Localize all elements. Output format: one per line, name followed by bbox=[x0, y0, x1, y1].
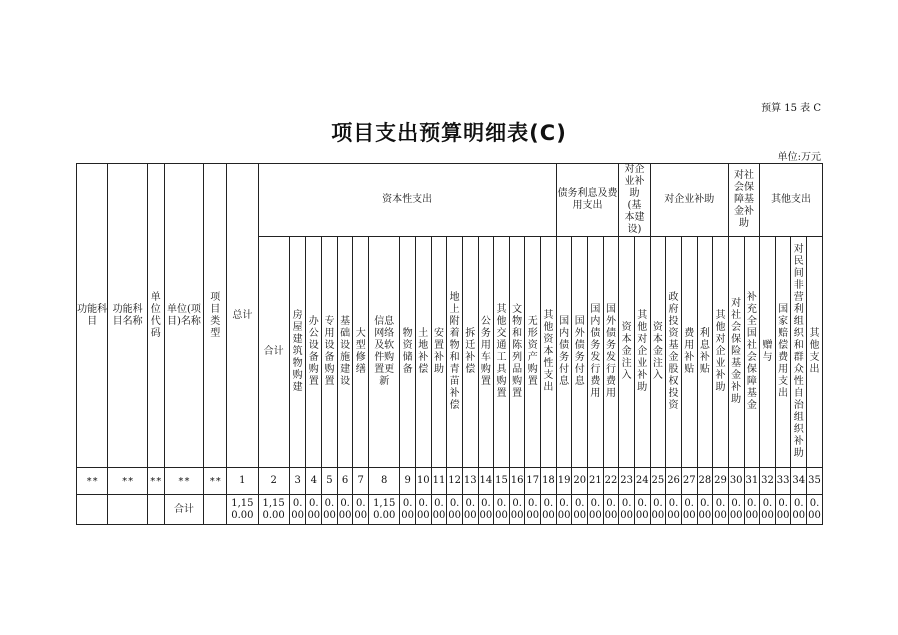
index-number bbox=[289, 468, 306, 495]
index-number-text: 9 bbox=[404, 475, 411, 486]
index-number-text: 3 bbox=[294, 475, 301, 486]
total-value bbox=[791, 495, 807, 525]
column-header bbox=[494, 237, 510, 468]
header-grand-total-text: 总计 bbox=[232, 309, 253, 321]
column-header bbox=[666, 237, 682, 468]
column-header-text: 赠与 bbox=[762, 340, 773, 363]
column-header-text: 专用设备购置 bbox=[324, 316, 335, 387]
column-header-text: 合计 bbox=[263, 346, 284, 357]
index-number bbox=[541, 468, 557, 495]
total-value-text: 0.00 bbox=[698, 497, 712, 521]
index-number bbox=[369, 468, 400, 495]
index-star bbox=[164, 468, 204, 495]
column-header bbox=[634, 237, 650, 468]
total-value-text: 0.00 bbox=[542, 497, 555, 521]
index-row bbox=[77, 468, 823, 495]
column-header bbox=[415, 237, 431, 468]
column-header-text: 其他对企业补助 bbox=[715, 310, 726, 393]
total-label-text: 合计 bbox=[173, 503, 194, 515]
index-number-text: 5 bbox=[326, 475, 333, 486]
column-header bbox=[400, 237, 416, 468]
total-value-text: 0.00 bbox=[338, 497, 352, 521]
index-number bbox=[494, 468, 510, 495]
unit-label: 单位:万元 bbox=[777, 152, 821, 163]
index-number bbox=[353, 468, 369, 495]
total-value-text: 0.00 bbox=[510, 497, 524, 521]
column-header-text: 国外债务发行费用 bbox=[605, 304, 616, 399]
column-header bbox=[775, 237, 791, 468]
index-number-text: 17 bbox=[526, 475, 540, 486]
total-value bbox=[619, 495, 635, 525]
index-number bbox=[447, 468, 463, 495]
total-value-text: 0.00 bbox=[776, 497, 790, 521]
column-header-text: 补充全国社会保障基金 bbox=[746, 292, 757, 411]
column-header-text: 国家赔偿费用支出 bbox=[778, 304, 789, 399]
index-number bbox=[728, 468, 744, 495]
total-value bbox=[681, 495, 697, 525]
column-header-text: 资本金注入 bbox=[652, 322, 663, 381]
budget-table bbox=[76, 163, 823, 525]
total-value bbox=[447, 495, 463, 525]
index-number bbox=[807, 468, 823, 495]
index-number bbox=[572, 468, 588, 495]
total-value-text: 0.00 bbox=[291, 497, 304, 521]
group-enterprise-subsidy-text: 对企业补助 bbox=[664, 194, 715, 205]
column-header-text: 政府投资基金股权投资 bbox=[668, 292, 679, 411]
total-value-text: 0.00 bbox=[604, 497, 618, 521]
column-header bbox=[306, 237, 322, 468]
total-value bbox=[697, 495, 713, 525]
index-star-text: ** bbox=[209, 475, 222, 487]
index-number bbox=[791, 468, 807, 495]
total-value-text: 0.00 bbox=[588, 497, 602, 521]
index-number-text: 13 bbox=[463, 475, 477, 486]
index-star bbox=[204, 468, 227, 495]
total-row bbox=[77, 495, 823, 525]
group-other bbox=[760, 164, 823, 237]
total-value-text: 0.00 bbox=[401, 497, 415, 521]
column-header-text: 利息补贴 bbox=[699, 328, 710, 375]
total-value bbox=[478, 495, 494, 525]
group-social-security-text: 对社会保障基金补助 bbox=[734, 170, 754, 229]
total-value-text: 0.00 bbox=[761, 497, 774, 521]
total-value-text: 0.00 bbox=[620, 497, 633, 521]
total-value-text: 0.00 bbox=[667, 497, 680, 521]
total-value bbox=[572, 495, 588, 525]
header-function-subject-text: 功能科目 bbox=[77, 303, 108, 327]
column-header bbox=[619, 237, 635, 468]
total-value-text: 0.00 bbox=[432, 497, 446, 521]
total-value bbox=[400, 495, 416, 525]
total-grand bbox=[227, 495, 258, 525]
column-header bbox=[337, 237, 353, 468]
column-header bbox=[509, 237, 525, 468]
index-number-text: 35 bbox=[808, 475, 821, 486]
index-number-text: 14 bbox=[479, 475, 493, 486]
index-number bbox=[697, 468, 713, 495]
header-function-subject-name-text: 功能科目名称 bbox=[112, 303, 143, 327]
column-header bbox=[807, 237, 823, 468]
group-debt-text: 债务利息及费用支出 bbox=[557, 188, 618, 211]
total-value bbox=[603, 495, 619, 525]
group-other-text: 其他支出 bbox=[771, 194, 812, 205]
column-header-text: 其他支出 bbox=[809, 328, 820, 375]
column-header-text: 大型修缮 bbox=[355, 328, 366, 375]
column-header-text: 国内债务发行费用 bbox=[590, 304, 601, 399]
index-number bbox=[227, 468, 258, 495]
total-empty bbox=[147, 495, 164, 525]
header-project-type bbox=[204, 164, 227, 468]
column-header-text: 对民间非营利组织和群众性自治组织补助 bbox=[793, 244, 804, 459]
index-star bbox=[108, 468, 148, 495]
column-header bbox=[289, 237, 306, 468]
column-header-text: 对社会保险基金补助 bbox=[731, 298, 742, 405]
index-star-text: ** bbox=[86, 475, 99, 487]
column-header bbox=[728, 237, 744, 468]
column-header bbox=[588, 237, 604, 468]
column-header bbox=[791, 237, 807, 468]
column-header bbox=[322, 237, 338, 468]
index-number-text: 11 bbox=[432, 475, 446, 486]
header-grand-total bbox=[227, 164, 258, 468]
total-value bbox=[650, 495, 666, 525]
header-function-subject bbox=[77, 164, 108, 468]
index-number-text: 16 bbox=[510, 475, 524, 486]
total-value-text: 0.00 bbox=[682, 497, 696, 521]
group-social-security bbox=[728, 164, 759, 237]
column-header bbox=[369, 237, 400, 468]
page-title: 项目支出预算明细表(C) bbox=[331, 121, 567, 145]
index-number-text: 33 bbox=[776, 475, 790, 486]
total-value bbox=[306, 495, 322, 525]
column-header bbox=[447, 237, 463, 468]
index-star-text: ** bbox=[121, 475, 134, 487]
column-header-text: 拆迁补偿 bbox=[465, 328, 476, 375]
total-value-text: 0.00 bbox=[557, 497, 571, 521]
total-value-text: 1,150.00 bbox=[262, 497, 285, 521]
column-header-text: 公务用车购置 bbox=[480, 316, 491, 387]
index-number bbox=[760, 468, 776, 495]
form-code: 预算 15 表 C bbox=[761, 103, 821, 114]
column-header bbox=[650, 237, 666, 468]
total-value bbox=[728, 495, 744, 525]
index-number bbox=[337, 468, 353, 495]
total-value bbox=[369, 495, 400, 525]
column-header-text: 土地补偿 bbox=[418, 328, 429, 375]
index-number bbox=[400, 468, 416, 495]
index-number bbox=[603, 468, 619, 495]
index-number bbox=[431, 468, 447, 495]
total-label bbox=[164, 495, 204, 525]
index-number bbox=[509, 468, 525, 495]
total-value-text: 1,150.00 bbox=[373, 497, 396, 521]
column-header bbox=[713, 237, 729, 468]
total-value-text: 0.00 bbox=[729, 497, 743, 521]
index-number bbox=[634, 468, 650, 495]
total-value bbox=[541, 495, 557, 525]
column-header-text: 办公设备购置 bbox=[308, 316, 319, 387]
total-value-text: 0.00 bbox=[479, 497, 493, 521]
total-value bbox=[588, 495, 604, 525]
index-number-text: 34 bbox=[792, 475, 806, 486]
index-star bbox=[147, 468, 164, 495]
index-number-text: 21 bbox=[588, 475, 602, 486]
index-number-text: 12 bbox=[448, 475, 461, 486]
column-header-text: 国外债务付息 bbox=[574, 316, 585, 387]
index-number bbox=[258, 468, 289, 495]
total-grand-text: 1,150.00 bbox=[231, 497, 254, 521]
index-number bbox=[322, 468, 338, 495]
column-header bbox=[556, 237, 572, 468]
column-header bbox=[697, 237, 713, 468]
total-value bbox=[525, 495, 541, 525]
total-value bbox=[431, 495, 447, 525]
total-value-text: 0.00 bbox=[463, 497, 477, 521]
index-number bbox=[650, 468, 666, 495]
header-unit-project-name bbox=[164, 164, 204, 468]
total-value bbox=[258, 495, 289, 525]
index-number-text: 26 bbox=[667, 475, 680, 486]
total-value-text: 0.00 bbox=[651, 497, 665, 521]
index-number-text: 2 bbox=[270, 475, 277, 486]
group-capital-text: 资本性支出 bbox=[382, 194, 433, 205]
total-value bbox=[744, 495, 760, 525]
total-value-text: 0.00 bbox=[323, 497, 336, 521]
index-number-text: 25 bbox=[651, 475, 665, 486]
column-header-text: 房屋建筑物购建 bbox=[292, 310, 303, 393]
index-number bbox=[681, 468, 697, 495]
index-number bbox=[588, 468, 604, 495]
column-header bbox=[525, 237, 541, 468]
total-value bbox=[289, 495, 306, 525]
column-header bbox=[603, 237, 619, 468]
index-number bbox=[462, 468, 478, 495]
total-value bbox=[509, 495, 525, 525]
column-header-text: 文物和陈列品购置 bbox=[512, 304, 523, 399]
column-header bbox=[431, 237, 447, 468]
total-value bbox=[760, 495, 776, 525]
index-number-text: 22 bbox=[604, 475, 618, 486]
total-value bbox=[322, 495, 338, 525]
group-enterprise-subsidy bbox=[650, 164, 728, 237]
total-empty bbox=[108, 495, 148, 525]
column-header-text: 其他资本性支出 bbox=[543, 310, 554, 393]
column-header-text: 信息网络及软件购置更新 bbox=[374, 316, 395, 387]
column-header-text: 其他交通工具购置 bbox=[496, 304, 507, 399]
total-value bbox=[337, 495, 353, 525]
index-number-text: 20 bbox=[573, 475, 587, 486]
index-number-text: 18 bbox=[542, 475, 555, 486]
total-value bbox=[415, 495, 431, 525]
index-star bbox=[77, 468, 108, 495]
total-value-text: 0.00 bbox=[745, 497, 759, 521]
index-number bbox=[619, 468, 635, 495]
index-number-text: 1 bbox=[239, 475, 246, 486]
index-star-text: ** bbox=[177, 475, 190, 487]
index-number-text: 31 bbox=[745, 475, 759, 486]
total-value bbox=[353, 495, 369, 525]
index-number-text: 29 bbox=[714, 475, 727, 486]
index-number bbox=[713, 468, 729, 495]
total-value-text: 0.00 bbox=[808, 497, 821, 521]
index-number-text: 28 bbox=[698, 475, 712, 486]
total-value-text: 0.00 bbox=[714, 497, 727, 521]
total-value-text: 0.00 bbox=[495, 497, 508, 521]
column-header-text: 国内债务付息 bbox=[559, 316, 570, 387]
index-number-text: 30 bbox=[729, 475, 743, 486]
column-header-text: 费用补贴 bbox=[684, 328, 695, 375]
index-number-text: 6 bbox=[341, 475, 349, 486]
total-value bbox=[556, 495, 572, 525]
index-number bbox=[775, 468, 791, 495]
index-number-text: 10 bbox=[416, 475, 430, 486]
total-value bbox=[713, 495, 729, 525]
total-empty bbox=[77, 495, 108, 525]
header-function-subject-name bbox=[108, 164, 148, 468]
index-number-text: 19 bbox=[557, 475, 571, 486]
index-number bbox=[415, 468, 431, 495]
index-number bbox=[666, 468, 682, 495]
header-unit-code-text: 单位代码 bbox=[150, 291, 161, 339]
header-row-groups bbox=[77, 164, 823, 237]
index-number-text: 27 bbox=[682, 475, 696, 486]
index-number bbox=[556, 468, 572, 495]
column-header bbox=[572, 237, 588, 468]
total-value-text: 0.00 bbox=[635, 497, 649, 521]
index-number bbox=[478, 468, 494, 495]
header-unit-project-name-text: 单位(项目)名称 bbox=[166, 303, 201, 327]
index-number bbox=[744, 468, 760, 495]
total-value-text: 0.00 bbox=[448, 497, 461, 521]
total-empty bbox=[204, 495, 227, 525]
header-unit-code bbox=[147, 164, 164, 468]
group-enterprise-capital bbox=[619, 164, 650, 237]
column-header bbox=[760, 237, 776, 468]
total-value bbox=[494, 495, 510, 525]
column-header-text: 基础设施建设 bbox=[340, 316, 351, 387]
total-value bbox=[666, 495, 682, 525]
total-value-text: 0.00 bbox=[354, 497, 368, 521]
column-header-text: 其他对企业补助 bbox=[637, 310, 648, 393]
column-header-text: 无形资产购置 bbox=[527, 316, 538, 387]
column-header bbox=[478, 237, 494, 468]
index-number-text: 24 bbox=[635, 475, 649, 486]
index-number bbox=[306, 468, 322, 495]
column-header bbox=[681, 237, 697, 468]
total-value bbox=[775, 495, 791, 525]
column-header-text: 安置补助 bbox=[433, 328, 444, 375]
total-value-text: 0.00 bbox=[307, 497, 321, 521]
group-enterprise-capital-text: 对企业补助(基本建设) bbox=[624, 164, 645, 235]
column-header bbox=[744, 237, 760, 468]
column-header-text: 资本金注入 bbox=[621, 322, 632, 381]
index-star-text: ** bbox=[149, 475, 162, 487]
group-debt bbox=[556, 164, 619, 237]
column-header-text: 物资储备 bbox=[402, 328, 413, 375]
index-number-text: 7 bbox=[357, 475, 364, 486]
total-value-text: 0.00 bbox=[526, 497, 540, 521]
index-number-text: 8 bbox=[381, 475, 388, 486]
index-number-text: 23 bbox=[620, 475, 633, 486]
total-value bbox=[634, 495, 650, 525]
group-capital bbox=[258, 164, 556, 237]
index-number-text: 15 bbox=[495, 475, 508, 486]
total-value-text: 0.00 bbox=[573, 497, 587, 521]
total-value-text: 0.00 bbox=[416, 497, 430, 521]
column-header bbox=[462, 237, 478, 468]
column-header bbox=[353, 237, 369, 468]
column-header-text: 地上附着物和青苗补偿 bbox=[449, 292, 460, 411]
total-value bbox=[462, 495, 478, 525]
index-number-text: 32 bbox=[761, 475, 774, 486]
column-header bbox=[258, 237, 289, 468]
header-project-type-text: 项目类型 bbox=[210, 291, 221, 339]
index-number-text: 4 bbox=[310, 475, 317, 486]
total-value bbox=[807, 495, 823, 525]
total-value-text: 0.00 bbox=[792, 497, 806, 521]
column-header bbox=[541, 237, 557, 468]
index-number bbox=[525, 468, 541, 495]
